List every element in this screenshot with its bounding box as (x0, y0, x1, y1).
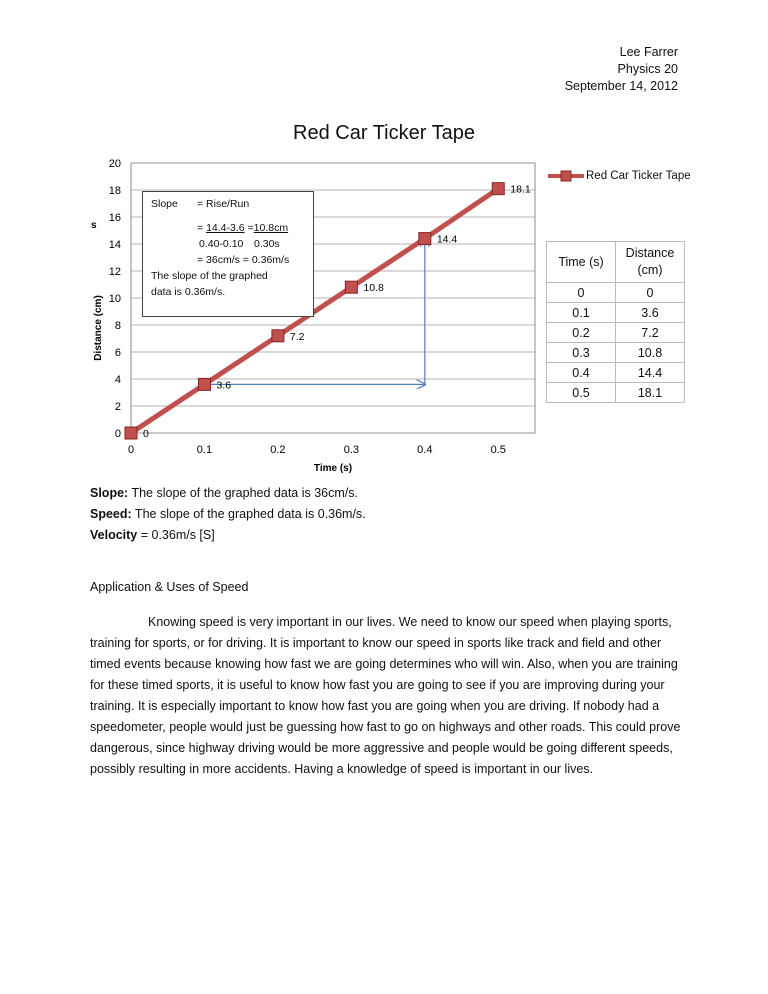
legend-line-marker (548, 170, 584, 182)
time-cell: 0.2 (547, 323, 616, 343)
data-point (419, 233, 431, 245)
slope-box-conclusion-1: The slope of the graphed (151, 270, 268, 282)
data-point (492, 183, 504, 195)
data-label: 14.4 (436, 233, 458, 246)
time-cell: 0.5 (547, 383, 616, 403)
y-tick-label: 8 (114, 320, 121, 332)
distance-cell: 14.4 (616, 363, 685, 383)
y-tick-label: 0 (114, 428, 121, 440)
velocity-text: = 0.36m/s [S] (137, 528, 215, 542)
time-cell: 0 (547, 283, 616, 303)
table-row (547, 283, 685, 303)
legend-label: Red Car Ticker Tape (586, 170, 691, 182)
data-table (546, 241, 685, 403)
distance-cell: 18.1 (616, 383, 685, 403)
y-tick-label: 4 (114, 374, 121, 386)
speed-text: The slope of the graphed data is 0.36m/s. (131, 507, 366, 521)
x-tick-label: 0.4 (417, 444, 433, 456)
slope-box-rise: 14.4-3.6 (206, 222, 245, 234)
chart-title: Red Car Ticker Tape (293, 122, 475, 144)
velocity-label: Velocity (90, 528, 138, 542)
x-tick-label: 0.3 (343, 444, 360, 456)
speed-label: Speed: (90, 507, 132, 521)
slope-box-run: 0.40-0.10 (199, 238, 244, 250)
y-tick-label: 6 (114, 347, 121, 359)
time-cell: 0.3 (547, 343, 616, 363)
slope-box-label: Slope (151, 198, 178, 210)
table-header-distance: Distance (cm) (616, 242, 685, 283)
distance-cell: 7.2 (616, 323, 685, 343)
y-tick-label: 18 (108, 185, 121, 197)
table-row (547, 323, 685, 343)
y-tick-label: 14 (108, 239, 121, 251)
slope-text: The slope of the graphed data is 36cm/s. (128, 486, 358, 500)
data-label: 3.6 (216, 379, 232, 392)
body-paragraph: Knowing speed is very important in our lives. We need to know our speed when playing sports, training for sports, or for driving. It is important to know our speed in sports like track and field and other timed events because knowing how fast we are going determines who will win. Also, when you are training for these timed sports, it is useful to know how fast you are going to see if you are improving during your training. It is especially important to know how fast you are going when you are driving. If nobody had a speedometer, people would just be guessing how fast to go on highways and other roads. This could prove dangerous, since highway driving would be more aggressive and people would be going different speeds, possibly resulting in more accidents. Having a knowledge of speed is important in our lives. (90, 615, 681, 776)
data-point (345, 281, 357, 293)
slope-box-eq2: = (244, 222, 254, 234)
chart-legend (548, 170, 691, 182)
section-heading: Application & Uses of Speed (90, 580, 249, 594)
data-label: 0 (143, 428, 149, 440)
slope-box-conclusion-2: data is 0.36m/s. (151, 286, 226, 298)
data-label: 7.2 (289, 330, 305, 343)
data-label: 18.1 (510, 183, 531, 196)
y-axis-label: Distance (cm) (93, 295, 104, 361)
time-cell: 0.4 (547, 363, 616, 383)
slope-box-result: = 36cm/s = 0.36m/s (197, 254, 290, 266)
x-tick-label: 0 (127, 444, 135, 456)
slope-annotation-box (142, 191, 314, 317)
distance-time-chart (0, 0, 768, 480)
slope-line (90, 483, 366, 504)
distance-cell: 3.6 (616, 303, 685, 323)
results-summary (90, 483, 366, 546)
course-name: Physics 20 (617, 62, 678, 76)
table-row (547, 363, 685, 383)
data-point (125, 427, 137, 439)
table-row (547, 343, 685, 363)
time-cell: 0.1 (547, 303, 616, 323)
y-tick-label: 12 (108, 266, 121, 278)
x-tick-label: 0.2 (270, 444, 286, 456)
speed-line (90, 504, 366, 525)
stray-mark: s (91, 220, 97, 231)
slope-box-formula: = Rise/Run (197, 198, 250, 210)
document-date: September 14, 2012 (564, 79, 678, 93)
slope-box-run-result: 0.30s (254, 238, 280, 250)
velocity-line (90, 525, 366, 546)
table-header-time: Time (s) (547, 242, 616, 283)
x-tick-label: 0.1 (196, 444, 213, 456)
distance-cell: 10.8 (616, 343, 685, 363)
table-row (547, 383, 685, 403)
distance-cell: 0 (616, 283, 685, 303)
x-tick-label: 0.5 (490, 444, 506, 456)
slope-box-rise-result: 10.8cm (253, 222, 289, 234)
data-point (272, 330, 284, 342)
y-tick-label: 10 (108, 293, 121, 305)
slope-box-eq: = (197, 222, 207, 234)
y-tick-label: 2 (114, 401, 121, 413)
x-axis-label: Time (s) (313, 463, 353, 474)
slope-label: Slope: (90, 486, 129, 500)
y-tick-label: 16 (108, 212, 121, 224)
data-point (198, 378, 210, 390)
author-name: Lee Farrer (619, 45, 678, 59)
table-row (547, 303, 685, 323)
y-tick-label: 20 (108, 158, 121, 170)
data-label: 10.8 (363, 282, 384, 295)
